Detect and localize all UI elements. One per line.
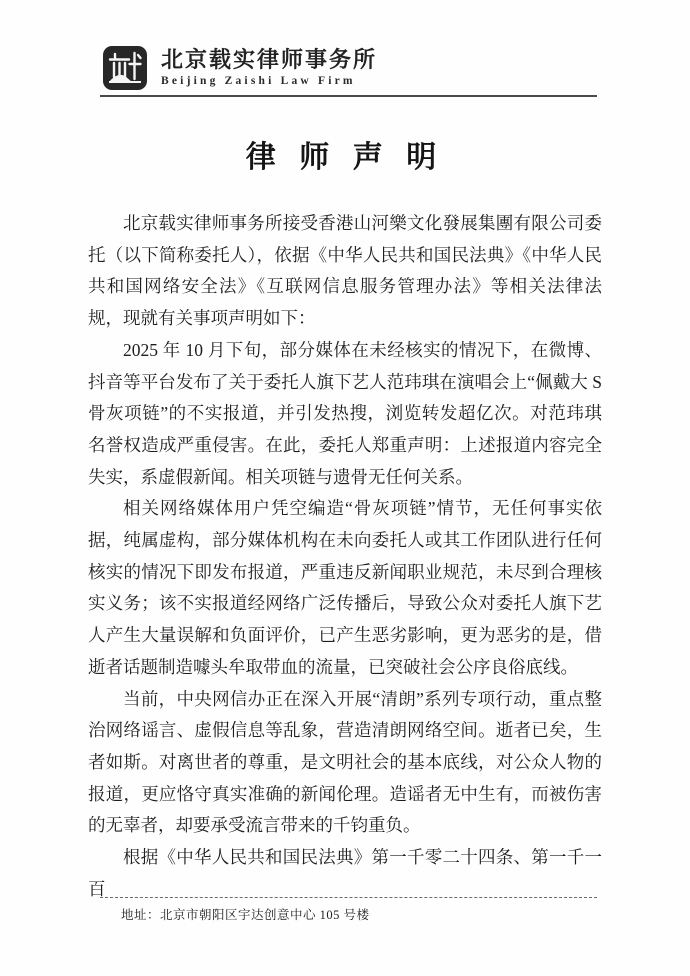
firm-name-english: Beijing Zaishi Law Firm [161, 75, 356, 88]
paragraph-intro: 北京载实律师事务所接受香港山河樂文化發展集團有限公司委托（以下简称委托人），依据《中华人民共和国民法典》《中华人民共和国网络安全法》《互联网信息服务管理办法》等相关法律法规，现就有关事项声明如下： [88, 213, 602, 329]
document-title: 律 师 声 明 [245, 141, 445, 174]
firm-name-chinese: 北京载实律师事务所 [161, 47, 378, 73]
header-divider [100, 95, 597, 97]
firm-name-block [161, 48, 377, 88]
paragraph-accusation: 相关网络媒体用户凭空编造“骨灰项链”情节，无任何事实依据，纯属虚构，部分媒体机构在未向委托人或其工作团队进行任何核实的情况下即发布报道，严重违反新闻职业规范，未尽到合理核实义务；该不实报道经网络广泛传播后，导致公众对委托人旗下艺人产生大量误解和负面评价，已产生恶劣影响，更为恶劣的是，借逝者话题制造噱头牟取带血的流量，已突破社会公序良俗底线。 [88, 498, 602, 677]
footer-divider [100, 897, 597, 898]
paragraph-incident: 2025 年 10 月下旬，部分媒体在未经核实的情况下，在微博、抖音等平台发布了关于委托人旗下艺人范玮琪在演唱会上“佩戴大 S 骨灰项链”的不实报道，并引发热搜，浏览转发超亿次。对范玮琪名誉权造成严重侵害。在此，委托人郑重声明：上述报道内容完全失实，系虚假新闻。相关项链与遗骨无任何关系。 [88, 339, 602, 487]
paragraph-context: 当前，中央网信办正在深入开展“清朗”系列专项行动，重点整治网络谣言、虚假信息等乱象，营造清朗网络空间。逝者已矣，生者如斯。对离世者的尊重，是文明社会的基本底线，对公众人物的报道，更应恪守真实准确的新闻伦理。造谣者无中生有，而被伤害的无辜者，却要承受流言带来的千钧重负。 [88, 688, 602, 836]
document-body [88, 208, 602, 905]
footer-address: 地址：北京市朝阳区宇达创意中心 105 号楼 [121, 908, 370, 922]
paragraph-legal-basis: 根据《中华人民共和国民法典》第一千零二十四条、第一千一百 [88, 847, 602, 899]
firm-logo-icon [102, 45, 148, 91]
letterhead-header [102, 45, 377, 91]
